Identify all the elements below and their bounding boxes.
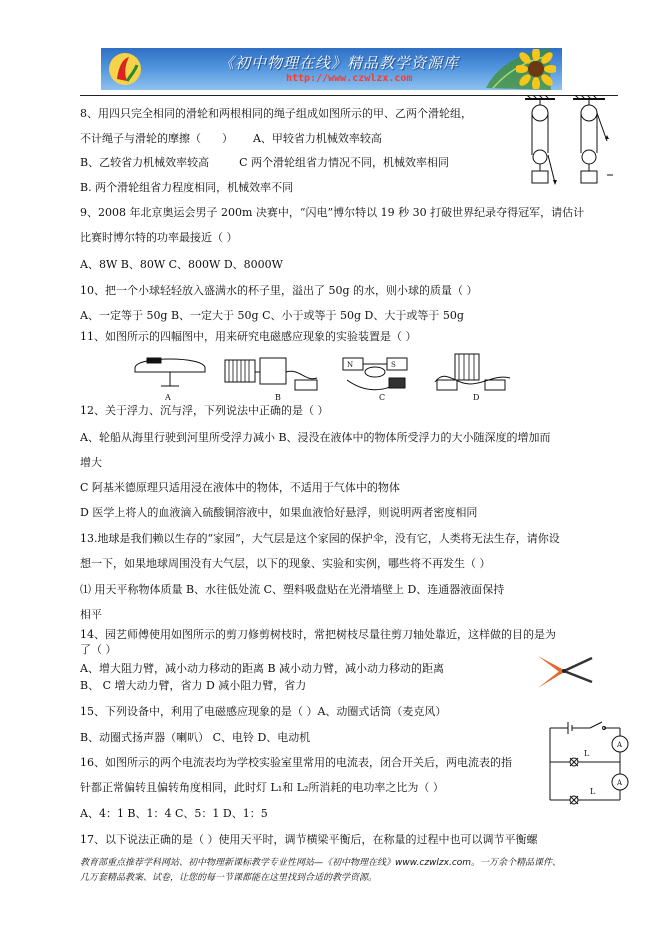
figure-label-c: C: [379, 393, 386, 402]
q16-line2: 针都正常偏转且偏转角度相同，此时灯 L₁和 L₂所消耗的电功率之比为（ ）: [80, 781, 444, 794]
q12-option-d: D 医学上将人的血液滴入硫酸铜溶液中，如果血液恰好悬浮，则说明两者密度相同: [80, 506, 478, 519]
q13-line2: 想一下，如果地球周围没有大气层，以下的现象、实验和实例，哪些将不再发生（ ）: [80, 557, 491, 570]
pulley-system-figure: [515, 95, 615, 187]
q12-line3: 增大: [80, 456, 102, 469]
figure-label-d: D: [473, 393, 480, 402]
q16-options: A、4：1 B、1：4 C、5：1 D、1：5: [80, 807, 268, 820]
q9-options: A、8W B、80W C、800W D、8000W: [80, 258, 283, 271]
banner-title: 《初中物理在线》精品教学资源库: [219, 54, 460, 72]
ammeter-label-2: A: [617, 779, 623, 787]
lamp-label-1: L: [584, 749, 590, 758]
q17-line1: 17、以下说法正确的是（ ）使用天平时，调节横梁平衡后，在称量的过程中也可以调节平衡螺: [80, 833, 538, 846]
footer-line2: 几万套精品教案、试卷，让您的每一节课都能在这里找到合适的教学资源。: [80, 873, 378, 883]
q8-line3: [80, 156, 449, 170]
figure-label-b: B: [275, 393, 281, 402]
q14-line2: 了（ ）: [80, 643, 117, 656]
electromagnetism-figures: [125, 348, 530, 403]
q15-line1: 15、下列设备中，利用了电磁感应现象的是（ ）A、动圈式话筒（麦克风）: [80, 705, 447, 718]
q12-line1: 12、关于浮力、沉与浮，下列说法中正确的是（ ）: [80, 404, 329, 417]
q14-options-2: B、 C 增大动力臂，省力 D 减小阻力臂，省力: [80, 679, 307, 692]
banner-url[interactable]: http://www.czwlzx.com: [286, 73, 413, 84]
q8-option-a: A、甲较省力机械效率较高: [252, 132, 382, 145]
q8-line1: 8、用四只完全相同的滑轮和两根相同的绳子组成如图所示的甲、乙两个滑轮组，: [80, 107, 472, 120]
sunflower-icon: [516, 49, 556, 89]
q12-line2: A、轮船从海里行驶到河里所受浮力减小 B、浸没在液体中的物体所受浮力的大小随深度的增加而: [80, 431, 551, 444]
q11-line1: 11、如图所示的四幅图中，用来研究电磁感应现象的实验装置是（ ）: [80, 330, 417, 343]
q8-option-d: B. 两个滑轮组省力程度相同，机械效率不同: [80, 181, 294, 194]
q9-line1: 9、2008 年北京奥运会男子 200m 决赛中，“闪电”博尔特以 19 秒 30 打破世界纪录夺得冠军，请估计: [80, 206, 585, 219]
circuit-diagram-figure: [546, 718, 632, 810]
q10-options: A、一定等于 50g B、一定大于 50g C、小于或等于 50g D、大于或等于 50g: [80, 309, 464, 322]
site-logo-icon: [107, 51, 143, 87]
svg-text:S: S: [391, 361, 396, 369]
q15-options: B、动圈式扬声器（喇叭） C、电铃 D、电动机: [80, 731, 311, 744]
q8-option-b: B、乙较省力机械效率较高: [80, 156, 210, 169]
q8-option-c: C 两个滑轮组省力情况不同，机械效率相同: [239, 156, 450, 169]
lamp-label-2: L: [590, 787, 596, 796]
pruning-shears-figure: [534, 652, 596, 692]
q16-line1: 16、如图所示的两个电流表均为学校实验室里常用的电流表，闭合开关后，两电流表的指: [80, 756, 512, 769]
q12-option-c: C 阿基米德原理只适用浸在液体中的物体，不适用于气体中的物体: [80, 481, 400, 494]
q14-line1: 14、园艺师傅使用如图所示的剪刀修剪树枝时，常把树枝尽量往剪刀轴处靠近，这样做的目的是为: [80, 628, 556, 641]
q13-options: ⑴ 用天平称物体质量 B、水往低处流 C、塑料吸盘贴在光滑墙壁上 D、连通器液面保持: [80, 583, 505, 596]
q14-options-1: A、增大阻力臂，减小动力移动的距离 B 减小动力臂，减小动力移动的距离: [80, 662, 445, 675]
q8-line2: [80, 132, 382, 146]
footer-line1: 教育部重点推荐学科网站、初中物理新课标教学专业性网站—《初中物理在线》www.czwlzx.com。一万余个精品课件、: [80, 858, 562, 868]
figure-label-a: A: [165, 393, 171, 402]
q13-line4: 相平: [80, 608, 102, 621]
q13-line1: 13.地球是我们赖以生存的“家园”，大气层是这个家园的保护伞，没有它，人类将无法生存，请你设: [80, 532, 560, 545]
header-banner: [101, 48, 562, 90]
q10-line1: 10、把一个小球轻轻放入盛满水的杯子里，溢出了 50g 的水，则小球的质量（ ）: [80, 284, 478, 297]
svg-text:N: N: [347, 361, 354, 369]
q8-stem-end: 不计绳子与滑轮的摩擦（ ）: [80, 132, 233, 145]
q9-line2: 比赛时博尔特的功率最接近（ ）: [80, 231, 238, 244]
ammeter-label-1: A: [617, 741, 623, 749]
